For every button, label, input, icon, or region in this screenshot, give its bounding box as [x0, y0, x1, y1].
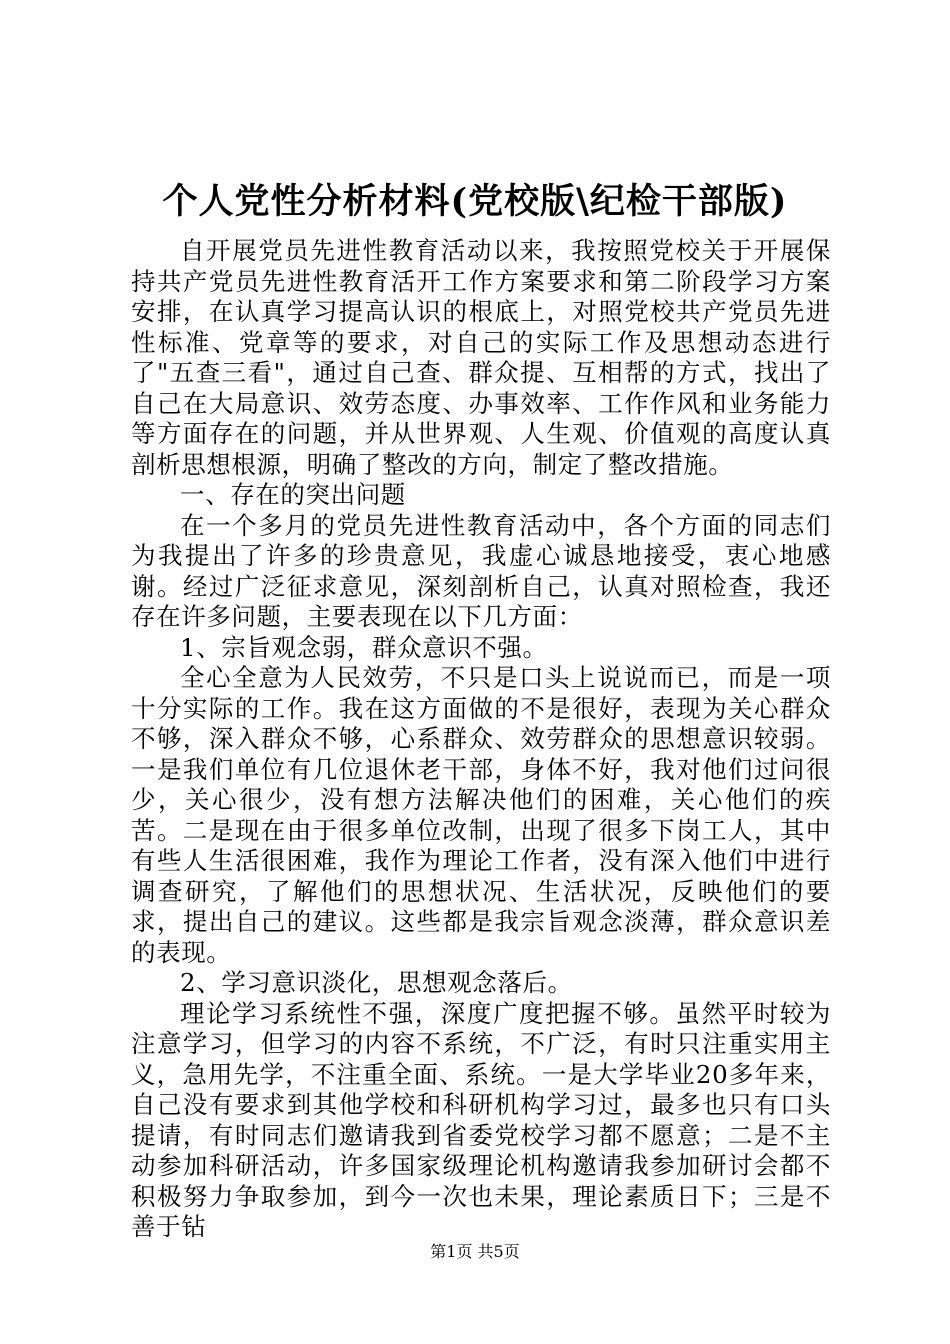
paragraph-issue-1: 全心全意为人民效劳，不只是口头上说说而已，而是一项十分实际的工作。我在这方面做的不是很好，表现为关心群众不够，深入群众不够，心系群众、效劳群众的思想意识较弱。一是我们单位有几位退休老干部，身体不好，我对他们过问很少，关心很少，没有想方法解决他们的困难，关心他们的疾苦。二是现在由于很多单位改制，出现了很多下岗工人，其中有些人生活很困难，我作为理论工作者，没有深入他们中进行调查研究，了解他们的思想状况、生活状况，反映他们的要求，提出自己的建议。这些都是我宗旨观念淡薄，群众意识差的表现。 [131, 663, 831, 967]
subheading-2: 2、学习意识淡化，思想观念落后。 [180, 968, 573, 997]
page-number: 第1页 共5页 [430, 1242, 520, 1261]
paragraph-issue-2: 理论学习系统性不强，深度广度把握不够。虽然平时较为注意学习，但学习的内容不系统，不广泛，有时只注重实用主义，急用先学，不注重全面、系统。一是大学毕业20多年来，自己没有要求到其他学校和科研机构学习过，最多也只有口头提请，有时同志们邀请我到省委党校学习都不愿意；二是不主动参加科研活动，许多国家级理论机构邀请我参加研讨会都不积极努力争取参加，到今一次也未果，理论素质日下；三是不善于钻 [131, 998, 831, 1241]
paragraph-overview: 在一个多月的党员先进性教育活动中，各个方面的同志们为我提出了许多的珍贵意见，我虚心诚恳地接受，衷心地感谢。经过广泛征求意见，深刻剖析自己，认真对照检查，我还存在许多问题，主要表现在以下几方面： [131, 510, 831, 631]
document-body [131, 236, 831, 1243]
document-title: 个人党性分析材料(党校版\纪检干部版) [162, 181, 788, 222]
subheading-1: 1、宗旨观念弱，群众意识不强。 [180, 632, 548, 662]
paragraph-intro: 自开展党员先进性教育活动以来，我按照党校关于开展保持共产党员先进性教育活开工作方案要求和第二阶段学习方案安排，在认真学习提高认识的根底上，对照党校共产党员先进性标准、党章等的要求，对自己的实际工作及思想动态进行了"五查三看"，通过自己查、群众提、互相帮的方式，找出了自己在大局意识、效劳态度、办事效率、工作作风和业务能力等方面存在的问题，并从世界观、人生观、价值观的高度认真剖析思想根源，明确了整改的方向，制定了整改措施。 [131, 236, 831, 479]
section-heading: 一、存在的突出问题 [180, 480, 406, 509]
